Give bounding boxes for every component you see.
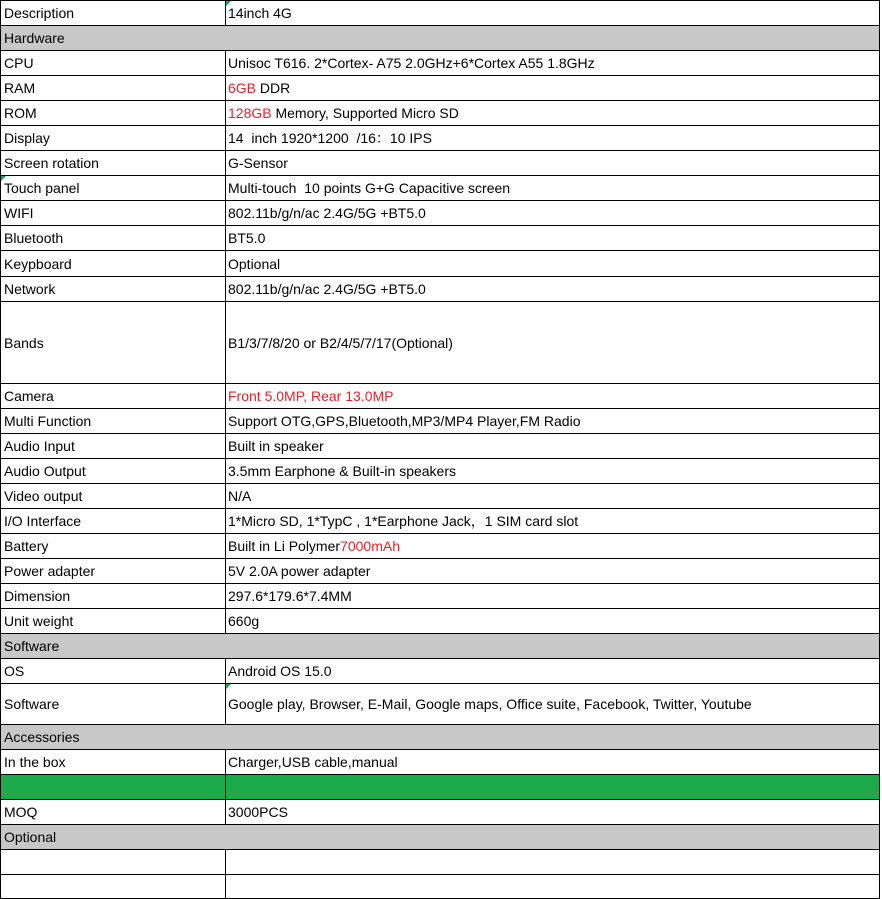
empty-cell: [225, 850, 880, 874]
section-software: [0, 633, 880, 658]
row-in-the-box: [0, 749, 880, 774]
value-battery: [225, 534, 880, 558]
value-in-the-box: Charger,USB cable,manual: [225, 750, 880, 774]
empty-cell: [0, 850, 225, 874]
label-in-the-box: In the box: [0, 750, 225, 774]
value-unit-weight: 660g: [225, 609, 880, 633]
value-display: 14 inch 1920*1200 /16：10 IPS: [225, 126, 880, 150]
value-ram-rest: DDR: [256, 80, 291, 96]
label-software: Software: [0, 684, 225, 724]
value-network: 802.11b/g/n/ac 2.4G/5G +BT5.0: [225, 277, 880, 301]
label-os: OS: [0, 659, 225, 683]
value-audio-output: 3.5mm Earphone & Built-in speakers: [225, 459, 880, 483]
value-rom-highlight: 128GB: [228, 105, 272, 121]
row-battery: [0, 533, 880, 558]
value-audio-input: Built in speaker: [225, 434, 880, 458]
value-screen-rotation: G-Sensor: [225, 151, 880, 175]
row-keyboard: [0, 250, 880, 276]
row-description: [0, 0, 880, 25]
row-bluetooth: [0, 225, 880, 250]
label-moq: MOQ: [0, 800, 225, 824]
value-touch-panel: Multi-touch 10 points G+G Capacitive screen: [225, 176, 880, 200]
value-ram: [225, 76, 880, 100]
section-optional-label: Optional: [0, 825, 880, 849]
row-green-band: [0, 774, 880, 799]
section-accessories: [0, 724, 880, 749]
row-touch-panel: [0, 175, 880, 200]
label-display: Display: [0, 126, 225, 150]
value-os: Android OS 15.0: [225, 659, 880, 683]
row-unit-weight: [0, 608, 880, 633]
section-hardware-label: Hardware: [0, 26, 880, 50]
value-keyboard: Optional: [225, 251, 880, 276]
label-multi-function: Multi Function: [0, 409, 225, 433]
label-audio-input: Audio Input: [0, 434, 225, 458]
value-ram-highlight: 6GB: [228, 80, 257, 96]
row-dimension: [0, 583, 880, 608]
empty-cell: [225, 875, 880, 898]
row-display: [0, 125, 880, 150]
row-wifi: [0, 200, 880, 225]
row-screen-rotation: [0, 150, 880, 175]
row-audio-input: [0, 433, 880, 458]
label-wifi: WIFI: [0, 201, 225, 225]
value-video-output: N/A: [225, 484, 880, 508]
green-band-right: [225, 775, 880, 799]
row-audio-output: [0, 458, 880, 483]
label-bands: Bands: [0, 302, 225, 383]
section-software-label: Software: [0, 634, 880, 658]
value-power-adapter: 5V 2.0A power adapter: [225, 559, 880, 583]
row-moq: [0, 799, 880, 824]
label-screen-rotation: Screen rotation: [0, 151, 225, 175]
comment-marker-icon: [226, 684, 231, 689]
comment-marker-icon: [226, 1, 231, 6]
comment-marker-icon: [1, 176, 6, 181]
value-rom: [225, 101, 880, 125]
label-cpu: CPU: [0, 51, 225, 75]
value-multi-function: Support OTG,GPS,Bluetooth,MP3/MP4 Player,FM Radio: [225, 409, 880, 433]
label-camera: Camera: [0, 384, 225, 408]
label-bluetooth: Bluetooth: [0, 226, 225, 250]
label-power-adapter: Power adapter: [0, 559, 225, 583]
row-network: [0, 276, 880, 301]
section-accessories-label: Accessories: [0, 725, 880, 749]
value-camera: Front 5.0MP, Rear 13.0MP: [225, 384, 880, 408]
label-unit-weight: Unit weight: [0, 609, 225, 633]
value-battery-highlight: 7000mAh: [340, 538, 400, 554]
value-bluetooth: BT5.0: [225, 226, 880, 250]
row-software: [0, 683, 880, 724]
value-rom-rest: Memory, Supported Micro SD: [271, 105, 459, 121]
value-io-interface: 1*Micro SD, 1*TypC , 1*Earphone Jack，1 SIM card slot: [225, 509, 880, 533]
value-cpu: Unisoc T616. 2*Cortex- A75 2.0GHz+6*Cortex A55 1.8GHz: [225, 51, 880, 75]
row-bands: [0, 301, 880, 383]
row-camera: [0, 383, 880, 408]
row-os: [0, 658, 880, 683]
row-empty-2: [0, 874, 880, 899]
label-io-interface: I/O Interface: [0, 509, 225, 533]
row-io-interface: [0, 508, 880, 533]
value-battery-rest: Built in Li Polymer: [228, 538, 341, 554]
label-keyboard: Keypboard: [0, 251, 225, 276]
label-ram: RAM: [0, 76, 225, 100]
section-optional: [0, 824, 880, 849]
row-power-adapter: [0, 558, 880, 583]
row-cpu: [0, 50, 880, 75]
row-multi-function: [0, 408, 880, 433]
green-band-left: [0, 775, 225, 799]
row-video-output: [0, 483, 880, 508]
value-bands: B1/3/7/8/20 or B2/4/5/7/17(Optional): [225, 302, 880, 383]
label-dimension: Dimension: [0, 584, 225, 608]
label-rom: ROM: [0, 101, 225, 125]
label-video-output: Video output: [0, 484, 225, 508]
value-description: 14inch 4G: [225, 1, 880, 25]
label-audio-output: Audio Output: [0, 459, 225, 483]
label-touch-panel: Touch panel: [0, 176, 225, 200]
section-hardware: [0, 25, 880, 50]
value-dimension: 297.6*179.6*7.4MM: [225, 584, 880, 608]
label-network: Network: [0, 277, 225, 301]
value-moq: 3000PCS: [225, 800, 880, 824]
row-ram: [0, 75, 880, 100]
label-battery: Battery: [0, 534, 225, 558]
label-description: Description: [0, 1, 225, 25]
empty-cell: [0, 875, 225, 898]
value-wifi: 802.11b/g/n/ac 2.4G/5G +BT5.0: [225, 201, 880, 225]
value-software: Google play, Browser, E-Mail, Google maps, Office suite, Facebook, Twitter, Youtube: [225, 684, 880, 724]
row-rom: [0, 100, 880, 125]
row-empty-1: [0, 849, 880, 874]
